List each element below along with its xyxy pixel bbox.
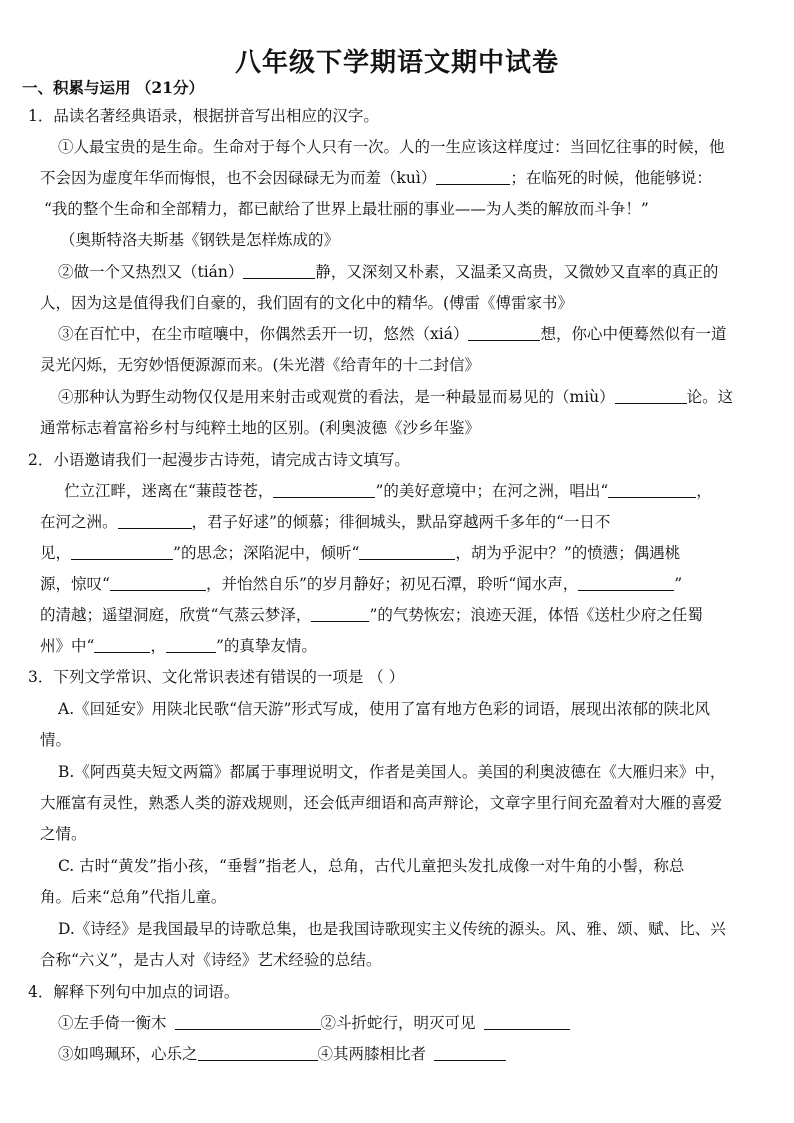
page-title: 八年级下学期语文期中试卷 xyxy=(234,48,559,78)
question-3-stem: 3．下列文学常识、文化常识表述有错误的一项是 （ ） xyxy=(28,668,405,686)
answer-blank[interactable] xyxy=(243,264,315,279)
quote-4-line-2: 通常标志着富裕乡村与纯粹土地的区别。(利奥波德《沙乡年鉴》 xyxy=(40,419,481,437)
answer-blank[interactable] xyxy=(436,170,510,185)
poem-line-1: 伫立江畔，迷离在“蒹葭苍苍， ”的美好意境中；在河之洲，唱出“ ， xyxy=(64,482,712,500)
option-b-line-2: 大雁富有灵性，熟悉人类的游戏规则，还会低声细语和高声辩论，文章字里行间充盈着对大雁的喜爱 xyxy=(40,794,723,812)
quote-1-source: （奥斯特洛夫斯基《钢铁是怎样炼成的》 xyxy=(60,231,340,249)
poem-line-6: 州》中“ ， ”的真挚友情。 xyxy=(40,637,317,655)
question-1-stem: 1．品读名著经典语录，根据拼音写出相应的汉字。 xyxy=(28,107,379,125)
phrase-row-2 xyxy=(58,1044,506,1064)
poem-line-5: 的清越；遥望洞庭，欣赏“气蒸云梦泽， ”的气势恢宏；浪迹天涯，体悟《送杜少府之任蜀 xyxy=(40,606,703,624)
question-2-stem: 2．小语邀请我们一起漫步古诗苑，请完成古诗文填写。 xyxy=(28,451,410,469)
option-c-line-2: 角。后来“总角”代指儿童。 xyxy=(40,888,227,906)
phrase-1: ①左手倚一衡木 xyxy=(58,1014,167,1032)
quote-3-line-2: 灵光闪烁，无穷妙悟便源源而来。(朱光潜《给青年的十二封信》 xyxy=(40,356,481,374)
answer-blank[interactable] xyxy=(94,638,150,653)
phrase-3: ③如鸣珮环，心乐之 xyxy=(58,1045,198,1063)
poem-line-4: 源，惊叹“ ，并怡然自乐”的岁月静好；初见石潭，聆听“闻水声， ” xyxy=(40,575,683,593)
quote-1-line-3: “我的整个生命和全部精力，都已献给了世界上最壮丽的事业——为人类的解放而斗争！” xyxy=(44,200,649,218)
quote-3-line-1: ③在百忙中，在尘市喧嚷中，你偶然丢开一切，悠然（xiá） 想，你心中便蓦然似有一道 xyxy=(58,325,727,343)
answer-blank[interactable] xyxy=(359,545,455,560)
answer-blank[interactable] xyxy=(118,514,192,529)
option-c-line-1: C. 古时“黄发”指小孩，“垂髫”指老人，总角，古代儿童把头发扎成像一对牛角的小髻，称总 xyxy=(58,857,685,875)
answer-blank[interactable] xyxy=(166,638,216,653)
answer-blank[interactable] xyxy=(615,389,687,404)
option-d-line-1: D.《诗经》是我国最早的诗歌总集，也是我国诗歌现实主义传统的源头。风、雅、颂、赋、比、兴 xyxy=(58,920,726,938)
quote-1-line-1: ①人最宝贵的是生命。生命对于每个人只有一次。人的一生应该这样度过：当回忆往事的时候，他 xyxy=(58,138,725,156)
question-4-stem: 4．解释下列句中加点的词语。 xyxy=(28,983,240,1001)
answer-blank[interactable] xyxy=(110,576,206,591)
quote-4-line-1: ④那种认为野生动物仅仅是用来射击或观赏的看法，是一种最显而易见的（miù） 论。这 xyxy=(58,388,734,406)
option-d-line-2: 合称“六义”，是古人对《诗经》艺术经验的总结。 xyxy=(40,951,382,969)
phrase-row-1 xyxy=(58,1013,570,1033)
section-heading: 一、积累与运用 （21分） xyxy=(22,78,204,97)
phrase-2: ②斗折蛇行，明灭可见 xyxy=(320,1014,476,1032)
answer-blank[interactable] xyxy=(578,576,674,591)
answer-blank[interactable] xyxy=(434,1046,506,1061)
option-a-line-2: 情。 xyxy=(40,731,72,749)
answer-blank[interactable] xyxy=(608,483,696,498)
answer-blank[interactable] xyxy=(484,1015,570,1030)
answer-blank[interactable] xyxy=(198,1046,318,1061)
option-a-line-1: A.《回延安》用陕北民歌“信天游”形式写成，使用了富有地方色彩的词语，展现出浓郁的陕北风 xyxy=(58,700,710,718)
quote-2-line-1: ②做一个又热烈又（tián） 静，又深刻又朴素，又温柔又高贵，又微妙又直率的真正的 xyxy=(58,263,719,281)
answer-blank[interactable] xyxy=(175,1015,321,1030)
option-b-line-3: 之情。 xyxy=(40,825,87,843)
answer-blank[interactable] xyxy=(273,483,375,498)
poem-line-2: 在河之洲。 ，君子好逑”的倾慕；徘徊城头，默品穿越两千多年的“一日不 xyxy=(40,513,611,531)
answer-blank[interactable] xyxy=(468,326,540,341)
phrase-4: ④其两膝相比者 xyxy=(317,1045,427,1063)
answer-blank[interactable] xyxy=(311,607,369,622)
quote-2-line-2: 人，因为这是值得我们自豪的，我们固有的文化中的精华。(傅雷《傅雷家书》 xyxy=(40,294,574,312)
poem-line-3: 见， ”的思念；深陷泥中，倾听“ ，胡为乎泥中？”的愤懑；偶遇桃 xyxy=(40,544,681,562)
quote-1-line-2: 不会因为虚度年华而悔恨，也不会因碌碌无为而羞（kuì） ；在临死的时候，他能够说： xyxy=(40,169,712,187)
option-b-line-1: B.《阿西莫夫短文两篇》都属于事理说明文，作者是美国人。美国的利奥波德在《大雁归来》中， xyxy=(58,763,726,781)
answer-blank[interactable] xyxy=(71,545,173,560)
